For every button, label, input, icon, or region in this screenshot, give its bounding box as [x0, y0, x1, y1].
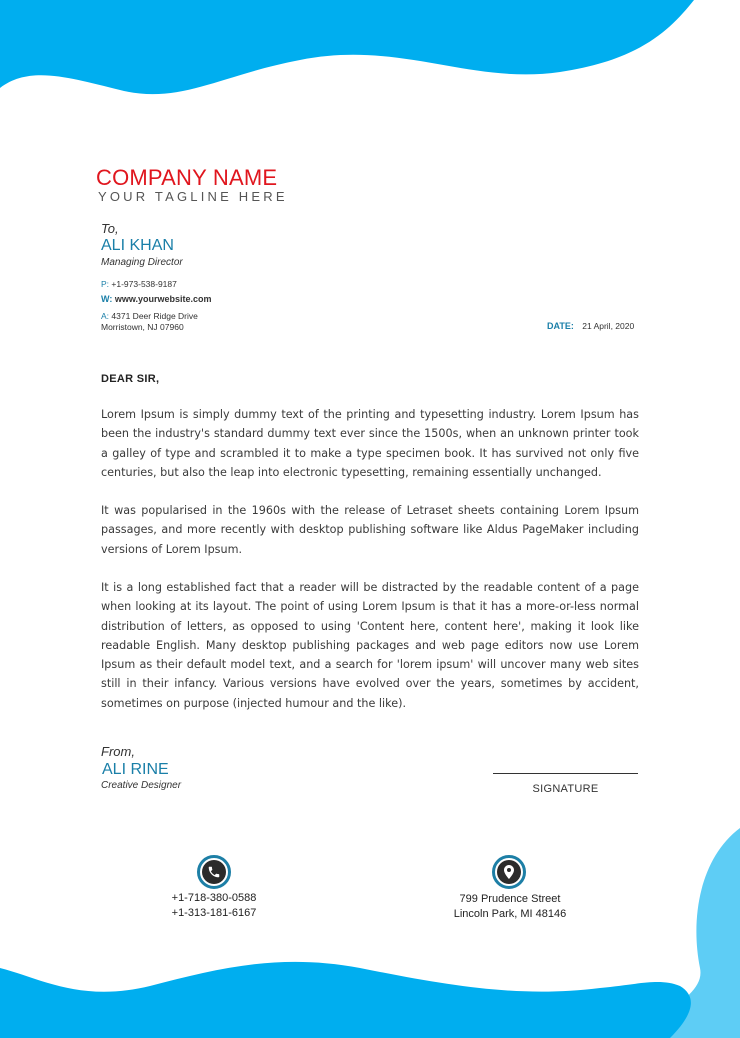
bottom-wave-decoration — [0, 828, 740, 1038]
salutation: DEAR SIR, — [101, 373, 160, 385]
website-value: www.yourwebsite.com — [114, 294, 212, 304]
body-paragraph-3: It is a long established fact that a reader will be distracted by the readable content of a page when looking at its layout. The point of using Lorem Ipsum is that it has a more-or-less normal distribution of letters, as opposed to using 'Content here, content here', making it look like readable English. Many desktop publishing packages and web page editors now use Lorem Ipsum as their default model text, and a search for 'lorem ipsum' will uncover many web sites still in their infancy. Various versions have evolved over the years, sometimes by accident, sometimes on purpose (injected humour and the like). — [101, 581, 639, 710]
footer-phone-2: +1-313-181-6167 — [171, 907, 257, 919]
phone-value: +1-973-538-9187 — [111, 279, 177, 289]
date-value: 21 April, 2020 — [582, 321, 635, 331]
footer-address-line1: 799 Prudence Street — [459, 893, 561, 905]
footer-address — [440, 892, 580, 922]
company-name: COMPANY NAME — [96, 165, 278, 190]
body-paragraph-1: Lorem Ipsum is simply dummy text of the printing and typesetting industry. Lorem Ipsum has been the industry's standard dummy text ever since the 1500s, when an unknown printer took a galley of type and scrambled it to make a type specimen book. It has survived not only five centuries, but also the leap into electronic typesetting, remaining essentially unchanged. — [101, 408, 639, 479]
phone-label: P: — [101, 279, 110, 289]
sender-role: Creative Designer — [101, 780, 182, 791]
location-pin-icon — [492, 855, 526, 889]
footer-phones — [150, 891, 278, 921]
sender-name: ALI RINE — [102, 761, 169, 778]
date-block — [547, 321, 634, 331]
signature-line — [493, 773, 638, 774]
recipient-role: Managing Director — [101, 257, 183, 268]
address-label: A: — [101, 311, 110, 321]
from-label: From, — [101, 744, 135, 759]
top-wave-decoration — [0, 0, 740, 100]
location-icon-inner — [497, 860, 521, 884]
location-glyph — [503, 865, 515, 879]
footer-address-line2: Lincoln Park, MI 48146 — [453, 908, 567, 920]
body-paragraph-2: It was popularised in the 1960s with the release of Letraset sheets containing Lorem Ipsum passages, and more recently with desktop publishing software like Aldus PageMaker including versions of Lorem Ipsum. — [101, 504, 639, 556]
website-label: W: — [101, 294, 113, 304]
phone-icon-inner — [202, 860, 226, 884]
recipient-phone — [101, 279, 177, 289]
footer-phone-1: +1-718-380-0588 — [171, 892, 257, 904]
to-label: To, — [101, 221, 119, 236]
recipient-address-line1 — [101, 311, 198, 321]
phone-icon — [197, 855, 231, 889]
company-tagline: YOUR TAGLINE HERE — [98, 189, 288, 204]
phone-glyph — [207, 865, 221, 879]
recipient-name: ALI KHAN — [101, 237, 174, 254]
recipient-website — [101, 294, 212, 304]
date-label: DATE: — [547, 321, 574, 331]
signature-label: SIGNATURE — [532, 783, 599, 795]
recipient-address-line2: Morristown, NJ 07960 — [101, 322, 184, 332]
address-line1: 4371 Deer Ridge Drive — [111, 311, 198, 321]
